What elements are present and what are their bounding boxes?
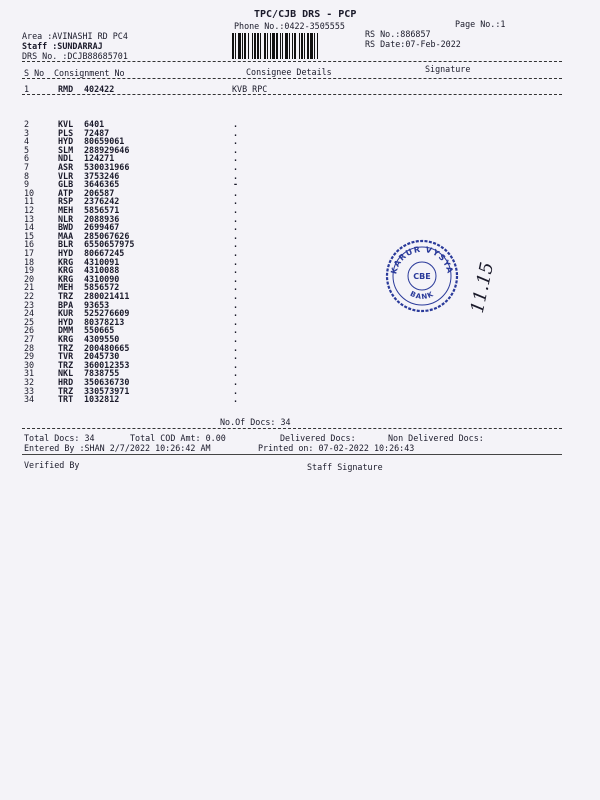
row-number: 5856572 xyxy=(84,282,120,293)
column-divider xyxy=(22,78,562,79)
row-sno: 28 xyxy=(24,342,35,353)
column-header-sno: S No xyxy=(24,68,45,78)
row-mark: . xyxy=(233,351,239,362)
row-number: 3646365 xyxy=(84,179,120,190)
row-mark: . xyxy=(233,239,239,250)
row-sno: 11 xyxy=(24,196,35,207)
row-number: 7838755 xyxy=(84,368,120,379)
row-code: NKL xyxy=(58,368,74,379)
first-row-number: 402422 xyxy=(84,84,115,94)
row-code: KRG xyxy=(58,334,74,344)
stamp-top-text: KARUR VYSYA xyxy=(389,244,455,276)
row-code: HYD xyxy=(58,136,74,147)
row-number: 1032812 xyxy=(84,394,120,405)
area-label: Area :AVINASHI RD PC4 xyxy=(22,31,128,41)
column-header-consignment: Consignment No xyxy=(54,68,125,78)
row-mark: - xyxy=(233,179,239,190)
non-delivered-docs: Non Delivered Docs: xyxy=(388,433,484,443)
first-row-sno: 1 xyxy=(24,84,30,94)
svg-text:11.15: 11.15 xyxy=(466,260,499,316)
page-number: Page No.:1 xyxy=(455,19,506,29)
row-number: 360012353 xyxy=(84,359,130,370)
row-number: 6401 xyxy=(84,119,105,129)
row-number: 2088936 xyxy=(84,213,120,224)
row-code: TVR xyxy=(58,351,74,362)
row-number: 80667245 xyxy=(84,248,125,258)
row-number: 2699467 xyxy=(84,222,120,233)
row-number: 288929646 xyxy=(84,144,130,155)
row-number: 200480665 xyxy=(84,342,130,353)
row-mark: . xyxy=(233,291,239,301)
handwritten-note xyxy=(464,258,504,316)
row-code: MEH xyxy=(58,205,74,215)
first-row-code: RMD xyxy=(58,84,74,94)
header-divider xyxy=(22,61,562,62)
row-number: 5856571 xyxy=(84,205,120,215)
row-mark: . xyxy=(233,205,239,215)
row-code: KVL xyxy=(58,119,74,129)
row-mark: . xyxy=(233,162,239,172)
bank-stamp xyxy=(384,238,460,314)
row-code: KRG xyxy=(58,273,74,284)
row-mark: . xyxy=(233,153,239,164)
barcode xyxy=(232,33,356,59)
row-number: 2045730 xyxy=(84,351,120,362)
row-mark: . xyxy=(233,265,239,276)
row-mark: . xyxy=(233,273,239,284)
row-sno: 2 xyxy=(24,119,30,129)
row-mark: . xyxy=(233,136,239,147)
row-sno: 5 xyxy=(24,144,30,155)
row-sno: 27 xyxy=(24,334,35,344)
row-code: TRZ xyxy=(58,359,74,370)
row-sno: 20 xyxy=(24,273,35,284)
row-mark: . xyxy=(233,394,239,405)
row-code: TRZ xyxy=(58,342,74,353)
row-mark: . xyxy=(233,187,239,198)
row-mark: . xyxy=(233,248,239,258)
row-mark: . xyxy=(233,368,239,379)
row-number: 124271 xyxy=(84,153,115,164)
row-code: MAA xyxy=(58,230,74,241)
staff-signature: Staff Signature xyxy=(307,462,383,472)
row-mark: . xyxy=(233,222,239,233)
row-sno: 17 xyxy=(24,248,35,258)
row-mark: . xyxy=(233,316,239,327)
row-mark: . xyxy=(233,299,239,310)
row-mark: . xyxy=(233,119,239,129)
row-number: 6550657975 xyxy=(84,239,135,250)
row-code: HRD xyxy=(58,377,74,387)
row-code: TRZ xyxy=(58,385,74,396)
row-code: BWD xyxy=(58,222,74,233)
phone-number: Phone No.:0422-3505555 xyxy=(234,21,345,31)
row-sno: 12 xyxy=(24,205,35,215)
verified-by: Verified By xyxy=(24,460,80,470)
row-code: KRG xyxy=(58,265,74,276)
row-number: 285067626 xyxy=(84,230,130,241)
rs-number: RS No.:886857 xyxy=(365,29,431,39)
row-code: HYD xyxy=(58,248,74,258)
row-mark: . xyxy=(233,325,239,336)
row-sno: 23 xyxy=(24,299,35,310)
row-sno: 6 xyxy=(24,153,30,164)
row-code: VLR xyxy=(58,170,74,181)
printed-on: Printed on: 07-02-2022 10:26:43 xyxy=(258,443,415,453)
column-header-signature: Signature xyxy=(425,64,471,74)
row-sno: 33 xyxy=(24,385,35,396)
row-sno: 13 xyxy=(24,213,35,224)
row-code: NLR xyxy=(58,213,74,224)
row-sno: 8 xyxy=(24,170,30,181)
row-code: KRG xyxy=(58,256,74,267)
row-mark: . xyxy=(233,256,239,267)
row-sno: 22 xyxy=(24,291,35,301)
drs-number: DRS No. :DCJB88685701 xyxy=(22,51,128,61)
row-mark: . xyxy=(233,170,239,181)
row-number: 72487 xyxy=(84,127,110,138)
row-number: 330573971 xyxy=(84,385,130,396)
summary-divider xyxy=(22,428,562,429)
row-sno: 14 xyxy=(24,222,35,233)
row-sno: 3 xyxy=(24,127,30,138)
row-mark: . xyxy=(233,144,239,155)
row-sno: 9 xyxy=(24,179,30,190)
row-sno: 19 xyxy=(24,265,35,276)
delivered-docs: Delivered Docs: xyxy=(280,433,356,443)
row-sno: 31 xyxy=(24,368,35,379)
row-sno: 25 xyxy=(24,316,35,327)
row-mark: . xyxy=(233,377,239,387)
row-number: 3753246 xyxy=(84,170,120,181)
row-number: 2376242 xyxy=(84,196,120,207)
row-code: KUR xyxy=(58,308,74,319)
row-number: 80378213 xyxy=(84,316,125,327)
row-sno: 7 xyxy=(24,162,30,172)
row-sno: 34 xyxy=(24,394,35,405)
row-mark: . xyxy=(233,385,239,396)
document-title: TPC/CJB DRS - PCP xyxy=(254,9,357,20)
row-number: 4310088 xyxy=(84,265,120,276)
row-code: HYD xyxy=(58,316,74,327)
row-sno: 30 xyxy=(24,359,35,370)
svg-text:BANK xyxy=(409,290,436,301)
row-code: DMM xyxy=(58,325,74,336)
row-number: 4310091 xyxy=(84,256,120,267)
row-number: 525276609 xyxy=(84,308,130,319)
row-code: TRT xyxy=(58,394,74,405)
row-number: 93653 xyxy=(84,299,110,310)
row-code: GLB xyxy=(58,179,74,190)
row-number: 350636730 xyxy=(84,377,130,387)
row-sno: 21 xyxy=(24,282,35,293)
row-code: NDL xyxy=(58,153,74,164)
row-number: 280021411 xyxy=(84,291,130,301)
stamp-center-text: CBE xyxy=(413,272,431,281)
row-sno: 15 xyxy=(24,230,35,241)
row-mark: . xyxy=(233,334,239,344)
row-sno: 16 xyxy=(24,239,35,250)
rs-date: RS Date:07-Feb-2022 xyxy=(365,39,461,49)
row-mark: . xyxy=(233,342,239,353)
row-sno: 29 xyxy=(24,351,35,362)
row-number: 4309550 xyxy=(84,334,120,344)
row-sno: 18 xyxy=(24,256,35,267)
row-sno: 32 xyxy=(24,377,35,387)
table-row xyxy=(0,394,600,404)
column-header-consignee: Consignee Details xyxy=(246,67,332,77)
row-sno: 10 xyxy=(24,187,35,198)
first-row-consignee: KVB RPC xyxy=(232,84,268,94)
row-mark: . xyxy=(233,282,239,293)
row-mark: . xyxy=(233,213,239,224)
row-code: SLM xyxy=(58,144,74,155)
row-mark: . xyxy=(233,359,239,370)
row-sno: 24 xyxy=(24,308,35,319)
row-number: 4310090 xyxy=(84,273,120,284)
entered-by: Entered By :SHAN 2/7/2022 10:26:42 AM xyxy=(24,443,211,453)
row-number: 206587 xyxy=(84,187,115,198)
row-mark: . xyxy=(233,196,239,207)
staff-label: Staff :SUNDARRAJ xyxy=(22,41,103,51)
row-code: BLR xyxy=(58,239,74,250)
row-number: 550665 xyxy=(84,325,115,336)
row-code: ASR xyxy=(58,162,74,172)
total-docs: Total Docs: 34 xyxy=(24,433,95,443)
row-mark: . xyxy=(233,230,239,241)
row-mark: . xyxy=(233,308,239,319)
stamp-bottom-text: BANK xyxy=(408,289,436,302)
row-code: TRZ xyxy=(58,291,74,301)
row-mark: . xyxy=(233,127,239,138)
row-code: PLS xyxy=(58,127,74,138)
footer-divider xyxy=(22,454,562,455)
row-number: 80659061 xyxy=(84,136,125,147)
first-row-divider xyxy=(22,94,562,95)
total-cod-amount: Total COD Amt: 0.00 xyxy=(130,433,226,443)
row-code: MEH xyxy=(58,282,74,293)
row-code: RSP xyxy=(58,196,74,207)
row-code: ATP xyxy=(58,187,74,198)
row-sno: 26 xyxy=(24,325,35,336)
row-code: BPA xyxy=(58,299,74,310)
no-of-docs: No.Of Docs: 34 xyxy=(220,417,291,427)
row-sno: 4 xyxy=(24,136,30,147)
row-number: 530031966 xyxy=(84,162,130,172)
